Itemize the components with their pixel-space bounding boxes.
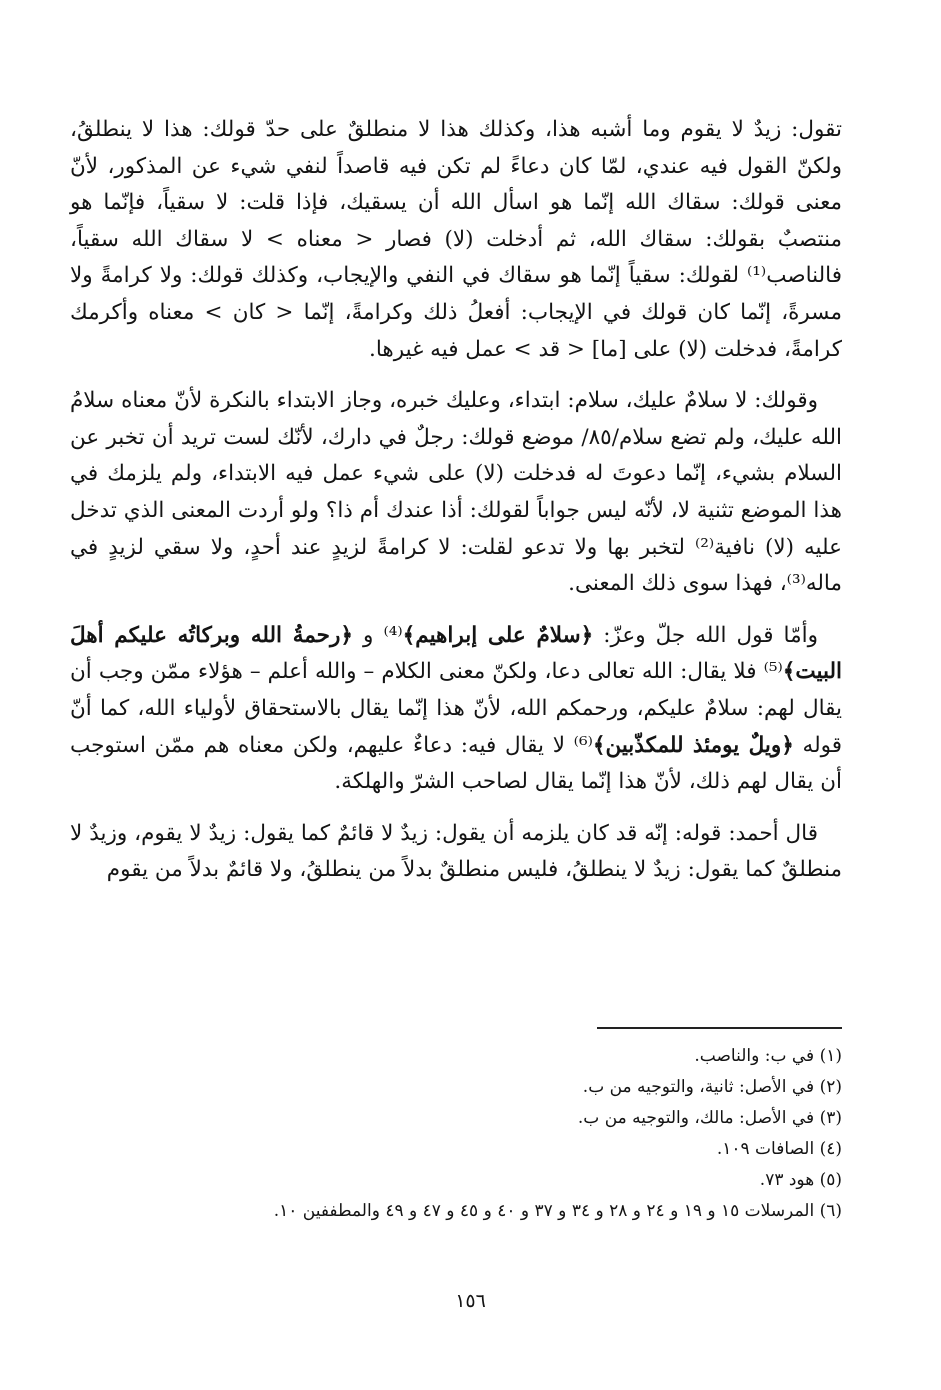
- quran-quote-3: ﴿ويلٌ يومئذ للمكذّبين﴾: [592, 732, 794, 758]
- footnote-1: (١) في ب: والناصب.: [694, 1046, 842, 1066]
- paragraph-2: وقولك: لا سلامٌ عليك، سلام: ابتداء، وعليك خبره، وجاز الابتداء بالنكرة لأنّ معناه سلامُ الله عليك، ولم تضع سلام/٨٥/ موضع قولك: رجلٌ في دارك، لأنّك لست تريد أن تخبر عن السلام بشيء، إنّما دعوتَ له فدخلت (لا) على شيء عمل فيه الابتداء، ولم يلزمك في هذا الموضع تثنية لا، لأنّه ليس جواباً لقولك: أذا عندك أم ذا؟ ولو أردت المعنى الذي تدخل عليه (لا) نافية⁽²⁾ لتخبر بها ولا تدعو لقلت: لا كرامةً لزيدٍ عند أحدٍ، ولا سقي لزيدٍ في ماله⁽³⁾، فهذا سوى ذلك المعنى.: [70, 388, 842, 597]
- footnote-5: (٥) هود ٧٣.: [759, 1170, 842, 1190]
- page-number: ١٥٦: [455, 1290, 486, 1312]
- footnotes: [70, 1041, 842, 1227]
- paragraph-3: [70, 618, 842, 801]
- quran-quote-1: ﴿سلامٌ على إبراهيم﴾: [402, 622, 594, 648]
- footnote-6: (٦) المرسلات ١٥ و ١٩ و ٢٤ و ٢٨ و ٣٤ و ٣٧ و ٤٠ و ٤٥ و ٤٧ و ٤٩ والمطففين ١٠.: [273, 1201, 842, 1221]
- quran-quote-2: ﴿رحمةُ الله وبركاتُه عليكم أهلَ البيت﴾: [70, 622, 842, 685]
- paragraph-3-text-3: ⁽⁵⁾ فلا يقال: الله تعالى دعا، ولكنّ معنى الكلام – والله أعلم – هؤلاء ممّن وجب أن يقال لهم: سلامٌ عليكم، ورحمكم الله، لأنّ هذا إنّما يقال بالاستحقاق لأولياء الله، كما أنّ قوله: [70, 659, 843, 758]
- footnote-3: (٣) في الأصل: مالك، والتوجيه من ب.: [577, 1108, 842, 1128]
- paragraph-3-text-1: وأمّا قول الله جلّ وعزّ:: [593, 622, 818, 648]
- paragraph-3-text-2: ⁽⁴⁾ و: [352, 622, 403, 648]
- main-text: [70, 112, 842, 904]
- paragraph-3-text-4: ⁽⁶⁾ لا يقال فيه: دعاءٌ عليهم، ولكن معناه هم ممّن استوجب أن يقال لهم ذلك، لأنّ هذا إنّما يقال لصاحب الشرّ والهلكة.: [70, 732, 842, 795]
- footnote-separator: [597, 1027, 842, 1029]
- footnote-2: (٢) في الأصل: ثانية، والتوجيه من ب.: [582, 1077, 842, 1097]
- paragraph-1: تقول: زيدٌ لا يقوم وما أشبه هذا، وكذلك هذا لا منطلقٌ على حدّ قولك: هذا لا ينطلقُ، ولكنّ القول فيه عندي، لمّا كان دعاءً لم تكن فيه قاصداً لنفي شيء عن المذكور، لأنّ معنى قولك: سقاك الله إنّما هو اسأل الله أن يسقيك، فإذا قلت: لا سقياً، فإنّما هو منتصبٌ بقولك: سقاك الله، ثم أدخلت (لا) فصار < معناه > لا سقاك الله سقياً، فالناصب⁽¹⁾ لقولك: سقياً إنّما هو سقاك في النفي والإيجاب، وكذلك قولك: ولا كرامةً ولا مسرةً، إنّما كان قولك في الإيجاب: أفعلُ ذلك وكرامةً، إنّما < كان > معناه وأكرمك كرامةً، فدخلت (لا) على [ما] < قد > عمل فيه غيرها.: [70, 117, 842, 362]
- footnote-4: (٤) الصافات ١٠٩.: [716, 1139, 842, 1159]
- paragraph-4: قال أحمد: قوله: إنّه قد كان يلزمه أن يقول: زيدٌ لا قائمٌ كما يقول: زيدٌ لا يقوم، وزيدٌ لا منطلقٌ كما يقول: زيدٌ لا ينطلقُ، فليس منطلقٌ بدلاً من ينطلقُ، ولا قائمٌ بدلاً من يقوم: [70, 820, 842, 883]
